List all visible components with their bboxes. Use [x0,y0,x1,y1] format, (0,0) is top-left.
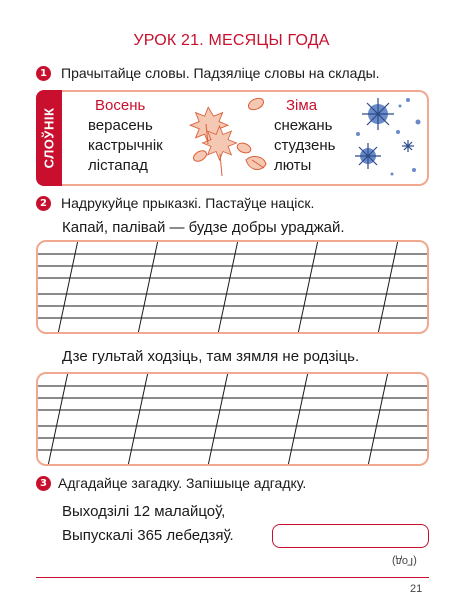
riddle [62,500,234,548]
answer-hint: (Год) [392,555,417,567]
vocab-label [36,90,62,186]
task3-bullet: 3 [36,476,51,491]
task2-bullet: 2 [36,196,51,211]
autumn-word: верасень [88,117,153,134]
task3-instruction: Адгадайце загадку. Запішыце адгадку. [58,475,307,491]
snowflakes-icon [352,94,426,184]
vocab-box [62,90,429,186]
writing-lines [36,240,429,334]
winter-word: снежань [274,117,333,134]
riddle-line-2: Выпускалі 365 лебедзяў. [62,527,234,544]
autumn-leaves-icon [186,94,278,184]
page-number: 21 [410,583,423,595]
proverb-2: Дзе гультай ходзіць, там зямля не родзіць. [62,348,360,365]
task1-bullet: 1 [36,66,51,81]
writing-area-2[interactable] [36,372,429,466]
winter-word: студзень [274,137,336,154]
vocab-label-text: СЛОЎНІК [41,107,57,169]
autumn-word: лістапад [88,157,148,174]
writing-lines [36,372,429,466]
footer-line [36,577,429,578]
task2-instruction: Надрукуйце прыказкі. Пастаўце націск. [61,195,315,211]
lesson-title: УРОК 21. МЕСЯЦЫ ГОДА [133,32,330,49]
autumn-header: Восень [95,97,146,114]
writing-area-1[interactable] [36,240,429,334]
answer-box[interactable] [272,524,429,548]
proverb-1: Капай, палівай — будзе добры ураджай. [62,219,345,236]
winter-column [274,96,335,176]
winter-header: Зіма [286,97,318,114]
riddle-line-1: Выходзілі 12 малайцоў, [62,503,226,520]
task1-instruction: Прачытайце словы. Падзяліце словы на склады. [61,65,380,81]
winter-word: люты [274,157,312,174]
autumn-column [88,96,163,176]
autumn-word: кастрычнік [88,137,163,154]
